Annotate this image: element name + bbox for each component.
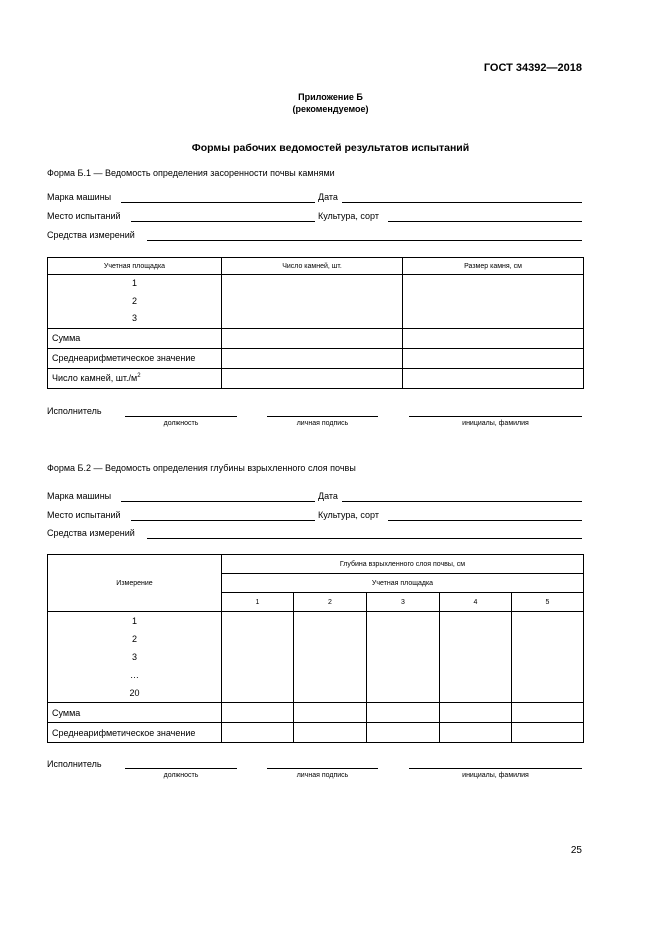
form1-sum-stones[interactable] [222,328,403,348]
form2-header-plot: Учетная площадка [222,574,584,593]
form2-plot-3: 3 [367,593,440,612]
form2-machine-label: Марка машины [47,491,112,501]
form2-cell[interactable] [222,723,294,743]
form2-signature-caption: личная подпись [296,772,349,779]
form2-cell[interactable] [367,612,440,703]
form1-mean-label: Среднеарифметическое значение [48,348,222,368]
form1-plot-numbers [48,275,222,329]
form1-date-label: Дата [318,192,338,202]
form1-signature-caption: личная подпись [296,420,349,427]
form2-cell[interactable] [440,723,512,743]
form2-cell[interactable] [222,612,294,703]
form2-date-label: Дата [318,491,338,501]
form2-row-20: 20 [129,688,140,698]
form2-cell[interactable] [512,612,584,703]
form1-header-size: Размер камня, см [403,258,584,275]
form1-means-field[interactable] [147,240,582,241]
form1-count-label: Число камней, $шт./м^2$ [48,368,222,388]
form1-stones-cell[interactable] [222,275,403,329]
form1-header-plot: Учетная площадка [48,258,222,275]
form1-sum-label: Сумма [48,328,222,348]
form2-row-1: 1 [131,616,137,626]
form2-header-measurement: Измерение [48,555,222,612]
form2-plot-5: 5 [512,593,584,612]
form1-mean-stones[interactable] [222,348,403,368]
appendix-title: Приложение Б [298,92,363,102]
form1-signature-field[interactable] [267,416,378,417]
section-title: Формы рабочих ведомостей результатов испытаний [191,142,470,154]
form2-caption: Форма Б.2 — Ведомость определения глубины взрыхленного слоя почвы [47,463,356,473]
form1-count-sup: 2 [137,373,141,379]
form2-executor-label: Исполнитель [47,759,102,769]
form2-cell[interactable] [512,703,584,723]
form2-plot-4: 4 [440,593,512,612]
form2-plot-1: 1 [222,593,294,612]
form1-row-1: 1 [131,278,137,288]
form2-header-depth: Глубина взрыхленного слоя почвы, см [222,555,584,574]
form2-cell[interactable] [440,703,512,723]
form2-table [47,554,584,743]
standard-number: ГОСТ 34392—2018 [483,62,582,74]
form1-sum-size[interactable] [403,328,584,348]
form1-size-cell[interactable] [403,275,584,329]
form2-cell[interactable] [367,723,440,743]
form2-crop-field[interactable] [388,520,582,521]
appendix-subtitle: (рекомендуемое) [292,104,369,114]
form2-name-caption: инициалы, фамилия [462,772,529,779]
form1-crop-field[interactable] [388,221,582,222]
form1-name-field[interactable] [409,416,582,417]
page-number: 25 [570,845,582,856]
form2-row-3: 3 [131,652,137,662]
form1-place-field[interactable] [131,221,315,222]
form2-row-2: 2 [131,634,137,644]
form1-caption: Форма Б.1 — Ведомость определения засоренности почвы камнями [47,168,335,178]
form2-place-label: Место испытаний [47,510,121,520]
form1-mean-size[interactable] [403,348,584,368]
form2-place-field[interactable] [131,520,315,521]
form2-row-ellipsis: … [130,670,139,680]
form2-sum-label: Сумма [48,703,222,723]
form2-cell[interactable] [222,703,294,723]
form2-cell[interactable] [367,703,440,723]
form1-position-field[interactable] [125,416,237,417]
form2-crop-label: Культура, сорт [318,510,379,520]
form2-cell[interactable] [512,723,584,743]
form2-position-field[interactable] [125,768,237,769]
form2-cell[interactable] [294,703,367,723]
form1-row-2: 2 [131,295,137,306]
form1-header-stones: Число камней, шт. [222,258,403,275]
form2-cell[interactable] [294,612,367,703]
form2-position-caption: должность [163,772,199,779]
form1-row-3: 3 [131,313,137,323]
form2-means-label: Средства измерений [47,528,135,538]
form2-mean-label: Среднеарифметическое значение [48,723,222,743]
form2-means-field[interactable] [147,538,582,539]
form1-count-size[interactable] [403,368,584,388]
form1-machine-label: Марка машины [47,192,112,202]
form1-position-caption: должность [163,420,199,427]
form1-table [47,257,584,389]
form2-cell[interactable] [294,723,367,743]
form1-place-label: Место испытаний [47,211,121,221]
form1-date-field[interactable] [342,202,582,203]
form2-date-field[interactable] [342,501,582,502]
form1-count-stones[interactable] [222,368,403,388]
form1-name-caption: инициалы, фамилия [462,420,529,427]
form2-machine-field[interactable] [121,501,315,502]
form1-executor-label: Исполнитель [47,406,102,416]
form2-name-field[interactable] [409,768,582,769]
form2-cell[interactable] [440,612,512,703]
form1-machine-field[interactable] [121,202,315,203]
form1-crop-label: Культура, сорт [318,211,379,221]
form2-plot-2: 2 [294,593,367,612]
form2-signature-field[interactable] [267,768,378,769]
form2-measurement-numbers [48,612,222,703]
form1-means-label: Средства измерений [47,230,135,240]
